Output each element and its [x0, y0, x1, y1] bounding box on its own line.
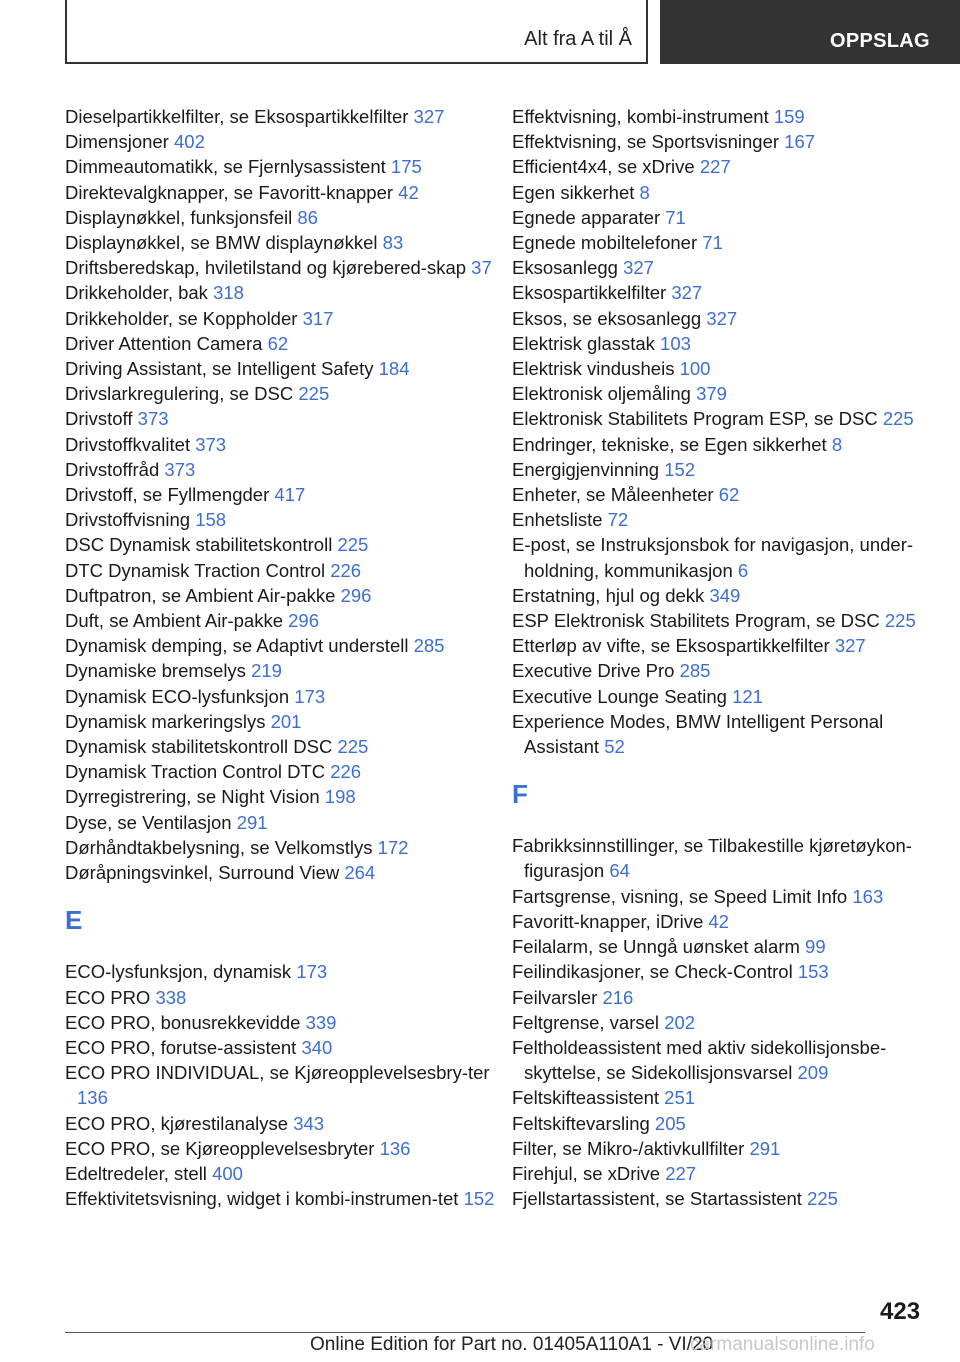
index-entry: [65, 583, 495, 608]
index-entry-text: Favoritt-knapper, iDrive: [512, 910, 704, 932]
index-entry-text: Dynamisk ECO-lysfunksjon: [65, 685, 290, 707]
page-link[interactable]: 158: [195, 509, 227, 531]
index-entry: [512, 356, 932, 381]
page-link[interactable]: 291: [236, 811, 268, 833]
page-link[interactable]: 327: [413, 106, 445, 127]
page-link[interactable]: 339: [305, 1011, 337, 1033]
index-entry: [512, 154, 932, 179]
index-entry: [512, 709, 932, 759]
index-entry-text: DSC Dynamisk stabilitetskontroll: [65, 534, 333, 556]
index-entry: [65, 658, 495, 683]
page-link[interactable]: 173: [294, 685, 326, 707]
index-entry-text: DTC Dynamisk Traction Control: [65, 559, 326, 581]
page-link[interactable]: 62: [718, 484, 740, 506]
page-link[interactable]: 172: [377, 836, 409, 858]
index-entry: [65, 1186, 495, 1211]
edition-note: Online Edition for Part no. 01405A110A1 - VI/20: [310, 1334, 714, 1355]
index-entry: [65, 230, 495, 255]
page-link[interactable]: 136: [379, 1137, 411, 1159]
index-entry-text: Erstatning, hjul og dekk: [512, 584, 705, 606]
index-entry: [65, 608, 495, 633]
page-link[interactable]: 225: [884, 610, 916, 632]
index-entry-text: Dynamisk markeringslys: [65, 710, 266, 732]
index-entry: [512, 331, 932, 356]
page-link[interactable]: 225: [807, 1188, 838, 1210]
page-link[interactable]: 52: [604, 736, 625, 758]
index-entry: [512, 381, 932, 406]
watermark: carmanualsonline.info: [690, 1334, 875, 1355]
index-entry: [512, 934, 932, 959]
index-entry: [65, 507, 495, 532]
index-entry: [65, 331, 495, 356]
index-entry-text: ECO PRO INDIVIDUAL, se Kjøreopplevelsesbry-ter: [65, 1062, 490, 1084]
index-entry-text: ECO PRO, kjørestilanalyse: [65, 1112, 289, 1134]
index-column-left: [65, 104, 495, 1211]
index-entry-text: Displaynøkkel, funksjonsfeil: [65, 206, 293, 228]
page-link[interactable]: 225: [298, 383, 330, 405]
page-link[interactable]: 184: [378, 358, 410, 380]
index-entry: [512, 633, 932, 658]
page-link[interactable]: 379: [696, 383, 727, 405]
index-entry-text: Egnede apparater: [512, 206, 661, 228]
index-entry: [512, 658, 932, 683]
index-entry: [65, 1060, 495, 1110]
index-entry-text: Firehjul, se xDrive: [512, 1162, 661, 1184]
index-entry: [65, 406, 495, 431]
index-entry-text: Eksos, se eksosanlegg: [512, 307, 702, 329]
page-link[interactable]: 219: [251, 660, 282, 682]
header-frame: [65, 0, 648, 64]
index-entry: [512, 959, 932, 984]
page-link[interactable]: 285: [413, 635, 445, 657]
index-entry: [65, 684, 495, 709]
page-link[interactable]: 296: [288, 610, 320, 632]
index-entry-text: Executive Drive Pro: [512, 660, 675, 682]
index-letter-heading: E: [65, 905, 83, 936]
index-entry: [65, 532, 495, 557]
index-entry: [512, 1161, 932, 1186]
page-link[interactable]: 121: [732, 685, 763, 707]
index-entry-text: Eksosanlegg: [512, 257, 618, 279]
page-link[interactable]: 163: [852, 885, 884, 907]
page-link[interactable]: 226: [330, 761, 362, 783]
index-entry: [65, 835, 495, 860]
index-entry: [512, 482, 932, 507]
page-link[interactable]: 8: [831, 433, 843, 455]
index-entry: [512, 909, 932, 934]
page-link[interactable]: 340: [301, 1036, 333, 1058]
index-entry-text: ECO PRO, forutse-assistent: [65, 1036, 297, 1058]
page-link[interactable]: 343: [293, 1112, 325, 1134]
index-entry: [512, 833, 932, 883]
index-entry: [512, 306, 932, 331]
index-entry-text: Feltskiftevarsling: [512, 1112, 650, 1134]
index-entry-text: Dørhåndtakbelysning, se Velkomstlys: [65, 836, 373, 858]
index-entry-text: Dyrregistrering, se Night Vision: [65, 786, 320, 808]
page-link[interactable]: 225: [337, 534, 369, 556]
index-entry-text: Driving Assistant, se Intelligent Safety: [65, 358, 374, 380]
page-link[interactable]: 42: [398, 181, 419, 203]
index-entry-text: Enhetsliste: [512, 509, 603, 531]
page-link[interactable]: 327: [706, 307, 738, 329]
index-entry: [65, 432, 495, 457]
index-entry-text: Dynamisk stabilitetskontroll DSC: [65, 736, 333, 758]
index-entry: [65, 759, 495, 784]
index-entry: [512, 280, 932, 305]
index-entry-text: Effektvisning, kombi-instrument: [512, 106, 769, 127]
index-entry: [65, 784, 495, 809]
index-entry-text: Executive Lounge Seating: [512, 685, 727, 707]
page-link[interactable]: 251: [664, 1087, 696, 1109]
index-entry-text: Enheter, se Måleenheter: [512, 484, 714, 506]
index-entry: [65, 457, 495, 482]
index-entry-text: Feilalarm, se Unngå uønsket alarm: [512, 936, 800, 958]
page-link[interactable]: 153: [797, 961, 829, 983]
index-entry-text: Drikkeholder, se Koppholder: [65, 307, 298, 329]
page-link[interactable]: 201: [270, 710, 302, 732]
index-entry-text: Elektrisk vindusheis: [512, 358, 675, 380]
index-entry: [65, 104, 495, 129]
index-entry-text: Energigjenvinning: [512, 458, 660, 480]
index-entry: [65, 985, 495, 1010]
index-entry-text: Drivstoff, se Fyllmengder: [65, 484, 270, 506]
index-entry: [512, 507, 932, 532]
index-entry-text: Feltgrense, varsel: [512, 1011, 660, 1033]
page-link[interactable]: 317: [302, 307, 334, 329]
page-link[interactable]: 71: [665, 206, 686, 228]
index-entry: [65, 306, 495, 331]
page-link[interactable]: 64: [609, 860, 630, 882]
page-link[interactable]: 327: [671, 282, 703, 304]
index-entry-text: Fartsgrense, visning, se Speed Limit Info: [512, 885, 848, 907]
page-link[interactable]: 86: [297, 206, 318, 228]
page-link[interactable]: 402: [174, 131, 205, 153]
index-entry-text: Edeltredeler, stell: [65, 1162, 207, 1184]
index-entry-text: Dynamisk Traction Control DTC: [65, 761, 326, 783]
index-entry-text: Direktevalgknapper, se Favoritt-knapper: [65, 181, 394, 203]
page-link[interactable]: 173: [296, 961, 328, 983]
index-entry: [512, 608, 932, 633]
index-entry: [65, 154, 495, 179]
page-link[interactable]: 296: [340, 584, 372, 606]
index-entry-text: Effektvisning, se Sportsvisninger: [512, 131, 780, 153]
index-entry: [512, 255, 932, 280]
page-link[interactable]: 202: [664, 1011, 696, 1033]
index-entry-text: Dynamisk demping, se Adaptivt understell: [65, 635, 409, 657]
index-entry-text: Elektrisk glasstak: [512, 332, 655, 354]
index-entry-text: Egnede mobiltelefoner: [512, 232, 698, 254]
index-entry: [512, 1111, 932, 1136]
index-entry: [512, 583, 932, 608]
page-link[interactable]: 103: [660, 332, 691, 354]
index-entry-text: Drivstoffkvalitet: [65, 433, 191, 455]
index-entry: [512, 432, 932, 457]
page-link[interactable]: 264: [344, 862, 376, 884]
index-entry-text: Experience Modes, BMW Intelligent Personal Assistant: [512, 710, 884, 758]
index-entry-text: Drivstoffvisning: [65, 509, 191, 531]
index-entry-text: Dimmeautomatikk, se Fjernlysassistent: [65, 156, 386, 178]
index-entry-text: Feltskifteassistent: [512, 1087, 660, 1109]
index-entry: [512, 104, 932, 129]
index-column-right: [512, 104, 932, 1211]
index-entry: [512, 1085, 932, 1110]
page-link[interactable]: 285: [679, 660, 711, 682]
index-entry: [65, 1161, 495, 1186]
index-entry: [65, 959, 495, 984]
page-link[interactable]: 99: [805, 936, 826, 958]
page-link[interactable]: 71: [702, 232, 723, 254]
index-entry: [512, 205, 932, 230]
page-link[interactable]: 72: [607, 509, 629, 531]
index-entry-text: Etterløp av vifte, se Eksospartikkelfilter: [512, 635, 830, 657]
index-entry: [65, 810, 495, 835]
page-link[interactable]: 198: [324, 786, 356, 808]
page-link[interactable]: 6: [737, 559, 749, 581]
index-entry: [512, 684, 932, 709]
page-link[interactable]: 227: [665, 1162, 697, 1184]
index-entry-text: Døråpningsvinkel, Surround View: [65, 862, 340, 884]
index-entry-text: Feilindikasjoner, se Check-Control: [512, 961, 793, 983]
index-entry: [65, 356, 495, 381]
index-entry: [512, 180, 932, 205]
index-entry-text: Fabrikksinnstillinger, se Tilbakestille kjøretøykon-figurasjon: [512, 835, 912, 882]
page-link[interactable]: 327: [623, 257, 654, 279]
index-entry: [65, 709, 495, 734]
index-entry: [65, 129, 495, 154]
page-link[interactable]: 205: [654, 1112, 686, 1134]
index-entry: [65, 205, 495, 230]
page-link[interactable]: 318: [213, 282, 244, 304]
index-entry: [65, 1010, 495, 1035]
index-entry-text: Driver Attention Camera: [65, 332, 263, 354]
page-link[interactable]: 338: [155, 986, 187, 1008]
page-link[interactable]: 152: [664, 458, 696, 480]
page-link[interactable]: 100: [679, 358, 711, 380]
index-entry-text: Dimensjoner: [65, 131, 169, 153]
index-entry-text: Duftpatron, se Ambient Air-pakke: [65, 584, 336, 606]
index-entry: [512, 406, 932, 431]
index-entry: [512, 1136, 932, 1161]
page-link[interactable]: 83: [382, 232, 404, 254]
index-entry: [512, 532, 932, 582]
index-entry: [512, 985, 932, 1010]
index-entry: [512, 129, 932, 154]
index-entry: [65, 558, 495, 583]
index-entry: [65, 1035, 495, 1060]
section-title: Alt fra A til Å: [524, 28, 632, 50]
index-entry-text: Driftsberedskap, hviletilstand og kjørebered-skap: [65, 257, 467, 279]
page-link[interactable]: 37: [471, 257, 492, 279]
page-link[interactable]: 373: [137, 408, 169, 430]
index-entry-text: Dieselpartikkelfilter, se Eksospartikkelfilter: [65, 106, 409, 127]
index-entry-text: Drivstoff: [65, 408, 133, 430]
index-entry: [65, 255, 495, 280]
page-number: 423: [880, 1298, 921, 1325]
index-entry-text: Feilvarsler: [512, 986, 598, 1008]
index-letter-heading: F: [512, 779, 528, 810]
index-entry-text: Fjellstartassistent, se Startassistent: [512, 1188, 802, 1210]
index-entry: [512, 1010, 932, 1035]
page-link[interactable]: 136: [77, 1087, 108, 1109]
index-entry: [65, 482, 495, 507]
index-entry-text: Dyse, se Ventilasjon: [65, 811, 232, 833]
index-entry-text: ECO-lysfunksjon, dynamisk: [65, 961, 292, 983]
page-link[interactable]: 209: [797, 1062, 829, 1084]
page-link[interactable]: 216: [602, 986, 634, 1008]
index-entry-text: Filter, se Mikro-/aktivkullfilter: [512, 1137, 745, 1159]
index-entry: [65, 734, 495, 759]
page-link[interactable]: 226: [330, 559, 362, 581]
page-link[interactable]: 225: [337, 736, 369, 758]
index-entry-text: Endringer, tekniske, se Egen sikkerhet: [512, 433, 827, 455]
index-entry-text: Drikkeholder, bak: [65, 282, 208, 304]
page-link[interactable]: 175: [390, 156, 422, 178]
page-link[interactable]: 225: [882, 408, 914, 430]
index-entry-text: Elektronisk Stabilitets Program ESP, se DSC: [512, 408, 878, 430]
page-link[interactable]: 373: [195, 433, 227, 455]
index-entry: [65, 860, 495, 885]
index-entry-text: Dynamiske bremselys: [65, 660, 246, 682]
index-entry: [512, 230, 932, 255]
index-entry-text: E-post, se Instruksjonsbok for navigasjon, under-holdning, kommunikasjon: [512, 534, 914, 581]
chapter-tab: OPPSLAG: [660, 0, 960, 64]
index-entry: [512, 884, 932, 909]
index-entry-text: Drivslarkregulering, se DSC: [65, 383, 294, 405]
index-entry: [512, 457, 932, 482]
index-entry-text: Drivstoffråd: [65, 458, 160, 480]
page-link[interactable]: 373: [164, 458, 196, 480]
index-entry-text: ECO PRO: [65, 986, 151, 1008]
page-link[interactable]: 159: [773, 106, 805, 127]
index-entry-text: Egen sikkerhet: [512, 181, 635, 203]
page-link[interactable]: 167: [784, 131, 816, 153]
index-entry-text: Effektivitetsvisning, widget i kombi-instrumen-tet: [65, 1188, 459, 1210]
footer-rule: [65, 1332, 865, 1333]
page-link[interactable]: 417: [274, 484, 306, 506]
page-link[interactable]: 42: [708, 910, 729, 932]
index-entry-text: Displaynøkkel, se BMW displaynøkkel: [65, 232, 378, 254]
page-link[interactable]: 291: [749, 1137, 781, 1159]
page-link[interactable]: 152: [463, 1188, 495, 1210]
page-link[interactable]: 62: [267, 332, 289, 354]
index-entry-text: Elektronisk oljemåling: [512, 383, 691, 405]
index-entry: [65, 280, 495, 305]
page-link[interactable]: 227: [699, 156, 731, 178]
index-entry: [65, 1111, 495, 1136]
index-entry: [65, 180, 495, 205]
page-link[interactable]: 327: [834, 635, 866, 657]
index-entry-text: ESP Elektronisk Stabilitets Program, se DSC: [512, 610, 880, 632]
index-entry: [65, 633, 495, 658]
page-link[interactable]: 400: [212, 1162, 243, 1184]
index-entry-text: Eksospartikkelfilter: [512, 282, 667, 304]
index-entry: [65, 1136, 495, 1161]
index-entry-text: Feltholdeassistent med aktiv sidekollisjonsbe-skyttelse, se Sidekollisjonsvarsel: [512, 1036, 887, 1084]
page-link[interactable]: 349: [709, 584, 741, 606]
index-entry: [65, 381, 495, 406]
index-entry-text: Efficient4x4, se xDrive: [512, 156, 695, 178]
index-entry-text: Duft, se Ambient Air-pakke: [65, 610, 283, 632]
index-entry-text: ECO PRO, se Kjøreopplevelsesbryter: [65, 1137, 375, 1159]
page-link[interactable]: 8: [639, 181, 650, 203]
index-entry: [512, 1186, 932, 1211]
index-entry: [512, 1035, 932, 1085]
index-entry-text: ECO PRO, bonusrekkevidde: [65, 1011, 301, 1033]
